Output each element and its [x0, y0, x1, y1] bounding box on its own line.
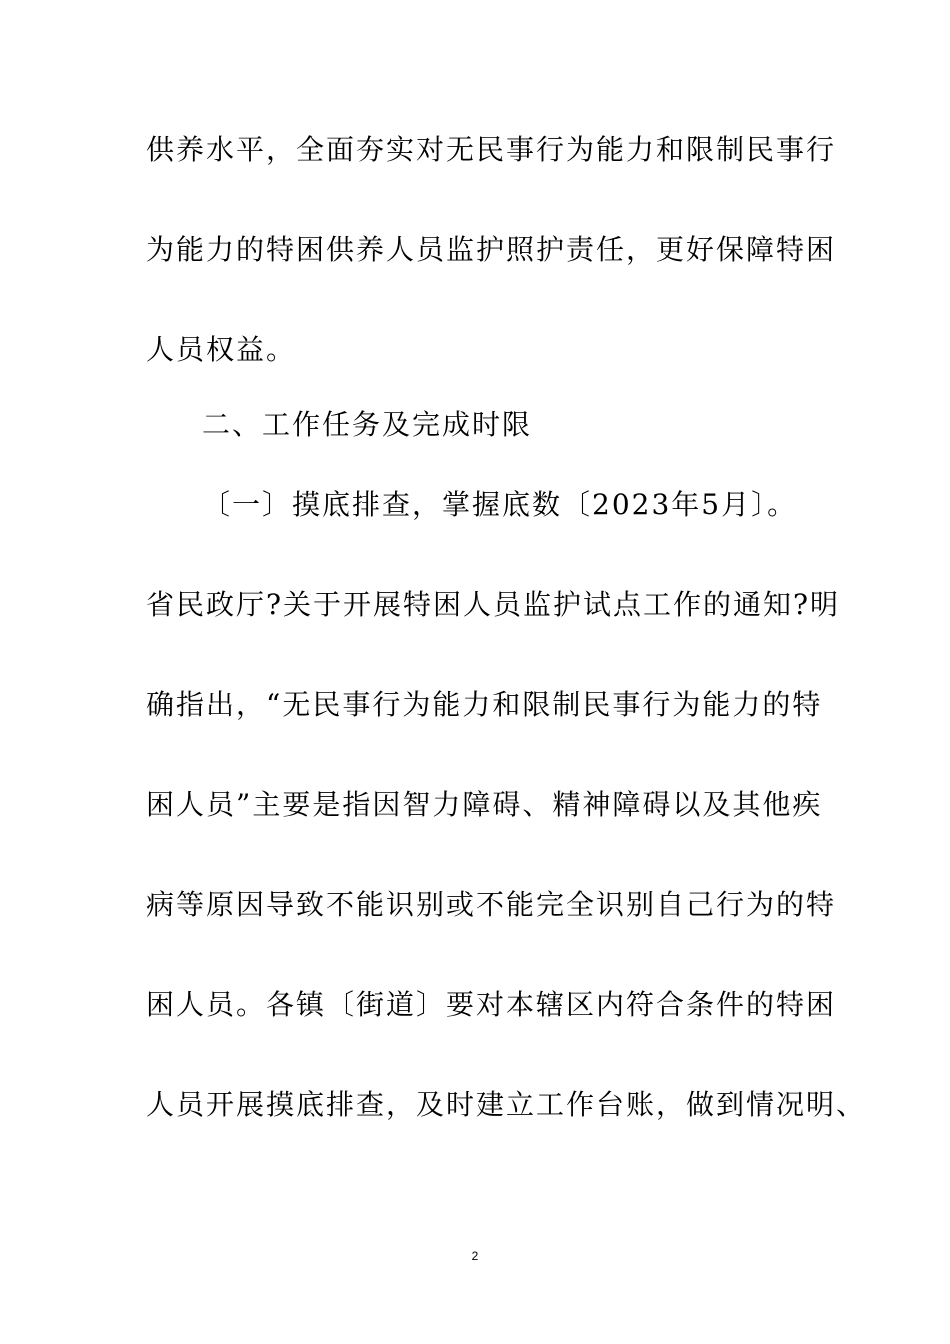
body-text-line-3: 人员权益。 [146, 333, 297, 366]
body-text-line-6: 困人员”主要是指因智力障碍、精神障碍以及其他疾 [146, 788, 823, 821]
body-text-line-4: 省民政厅?关于开展特困人员监护试点工作的通知?明 [146, 588, 841, 621]
body-text-line-9: 人员开展摸底排查，及时建立工作台账，做到情况明、 [146, 1088, 867, 1121]
body-text-line-8: 困人员。各镇〔街道〕要对本辖区内符合条件的特困 [146, 988, 837, 1021]
page-number: 2 [471, 1249, 479, 1263]
body-text-line-2: 为能力的特困供养人员监护照护责任，更好保障特困 [146, 233, 837, 266]
subsection-heading: 〔一〕摸底排查，掌握底数〔2023年5月〕。 [202, 488, 798, 521]
section-heading: 二、工作任务及完成时限 [202, 408, 533, 441]
body-text-line-1: 供养水平，全面夯实对无民事行为能力和限制民事行 [146, 133, 837, 166]
body-text-line-7: 病等原因导致不能识别或不能完全识别自己行为的特 [146, 888, 837, 921]
body-text-line-5: 确指出，“无民事行为能力和限制民事行为能力的特 [146, 688, 823, 721]
